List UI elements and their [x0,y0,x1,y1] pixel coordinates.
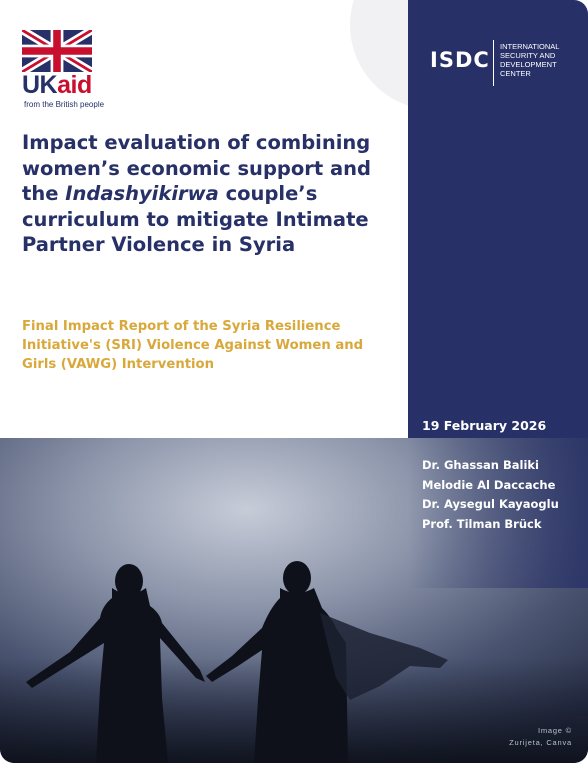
union-jack-flag-icon [22,30,92,72]
isdc-full-name-line: INTERNATIONAL [500,42,560,51]
image-credit-line: Image © [537,726,572,735]
report-subtitle: Final Impact Report of the Syria Resilience Initiative's (SRI) Violence Against Women and Girls (VAWG) Intervention [22,319,364,372]
image-credit [509,725,572,749]
author-name: Dr. Aysegul Kayaoglu [422,497,559,511]
report-title [22,130,402,258]
ukaid-wordmark-aid: aid [57,71,92,99]
report-title-part1: Impact evaluation of combining women’s economic support and the [22,131,371,205]
author-name: Dr. Ghassan Baliki [422,458,539,472]
ukaid-wordmark-uk: UK [22,71,58,99]
ukaid-logo [22,30,105,109]
isdc-full-name-line: CENTER [500,69,531,78]
ukaid-wordmark [22,72,92,98]
isdc-full-name-line: DEVELOPMENT [500,60,557,69]
isdc-full-name-line: SECURITY AND [500,51,556,60]
ukaid-tagline: from the British people [24,100,105,109]
author-name: Prof. Tilman Brück [422,516,542,531]
report-title-italic: Indashyikirwa [65,182,219,205]
report-date: 19 February 2026 [422,418,547,433]
isdc-abbreviation: ISDC [430,48,490,72]
author-list [422,456,559,534]
decorative-arc [350,0,408,110]
isdc-divider [493,40,494,86]
isdc-full-name [500,42,580,78]
image-credit-line: Zurijeta, Canva [509,738,572,747]
author-name: Melodie Al Daccache [422,477,556,492]
report-title-part2: couple’s curriculum to mitigate Intimate Partner Violence in Syria [22,182,369,256]
